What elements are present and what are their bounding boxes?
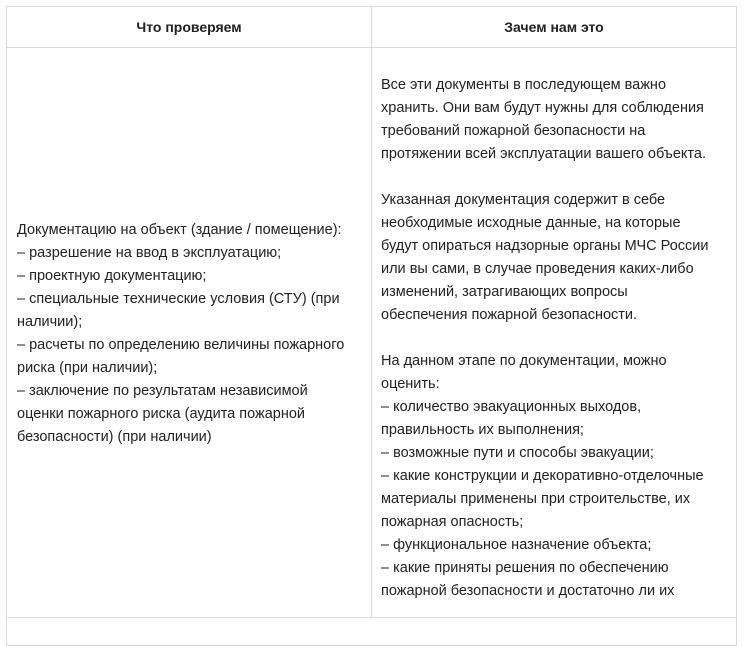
table-cell-what-we-check bbox=[17, 219, 367, 449]
cell-text-line: На данном этапе по документации, можно bbox=[381, 353, 667, 369]
column-divider bbox=[371, 7, 372, 617]
cell-text-line: – функциональное назначение объекта; bbox=[381, 537, 652, 553]
cell-text-line: хранить. Они вам будут нужны для соблюдения bbox=[381, 100, 704, 116]
cell-text-line: – проектную документацию; bbox=[17, 268, 207, 284]
cell-text-line: пожарная опасность; bbox=[381, 514, 524, 530]
cell-text-line: безопасности) (при наличии) bbox=[17, 429, 212, 445]
cell-text-line: изменений, затрагивающих вопросы bbox=[381, 284, 628, 300]
cell-text-line: – возможные пути и способы эвакуации; bbox=[381, 445, 654, 461]
cell-text-line: Документацию на объект (здание / помещение): bbox=[17, 222, 342, 238]
cell-text-line: – специальные технические условия (СТУ) (при bbox=[17, 291, 340, 307]
cell-text-line: или вы сами, в случае проведения каких-либо bbox=[381, 261, 694, 277]
cell-text-line: протяжении всей эксплуатации вашего объекта. bbox=[381, 146, 706, 162]
cell-text-line: – заключение по результатам независимой bbox=[17, 383, 308, 399]
cell-text-line: – какие приняты решения по обеспечению bbox=[381, 560, 669, 576]
cell-text-line: пожарной безопасности и достаточно ли их bbox=[381, 583, 675, 599]
cell-text-line: будут опираться надзорные органы МЧС России bbox=[381, 238, 709, 254]
cell-text-line: – разрешение на ввод в эксплуатацию; bbox=[17, 245, 282, 261]
column-header-why-we-need-it: Зачем нам это bbox=[504, 19, 604, 35]
row-divider bbox=[7, 617, 736, 618]
table-cell-why-we-need-it bbox=[381, 74, 731, 603]
cell-text-line: оценить: bbox=[381, 376, 440, 392]
paragraph-gap bbox=[381, 166, 731, 189]
cell-text-line: правильность их выполнения; bbox=[381, 422, 584, 438]
cell-text-line: необходимые исходные данные, на которые bbox=[381, 215, 681, 231]
cell-text-line: Все эти документы в последующем важно bbox=[381, 77, 667, 93]
info-table bbox=[6, 6, 737, 646]
cell-text-line: – количество эвакуационных выходов, bbox=[381, 399, 642, 415]
cell-text-line: – расчеты по определению величины пожарного bbox=[17, 337, 345, 353]
paragraph-gap bbox=[381, 327, 731, 350]
cell-text-line: требований пожарной безопасности на bbox=[381, 123, 646, 139]
cell-text-line: – какие конструкции и декоративно-отделочные bbox=[381, 468, 704, 484]
cell-text-line: Указанная документация содержит в себе bbox=[381, 192, 666, 208]
column-header-what-we-check: Что проверяем bbox=[136, 19, 242, 35]
cell-text-line: обеспечения пожарной безопасности. bbox=[381, 307, 638, 323]
cell-text-line: материалы применены при строительстве, их bbox=[381, 491, 691, 507]
cell-text-line: наличии); bbox=[17, 314, 83, 330]
cell-text-line: риска (при наличии); bbox=[17, 360, 158, 376]
cell-text-line: оценки пожарного риска (аудита пожарной bbox=[17, 406, 306, 422]
